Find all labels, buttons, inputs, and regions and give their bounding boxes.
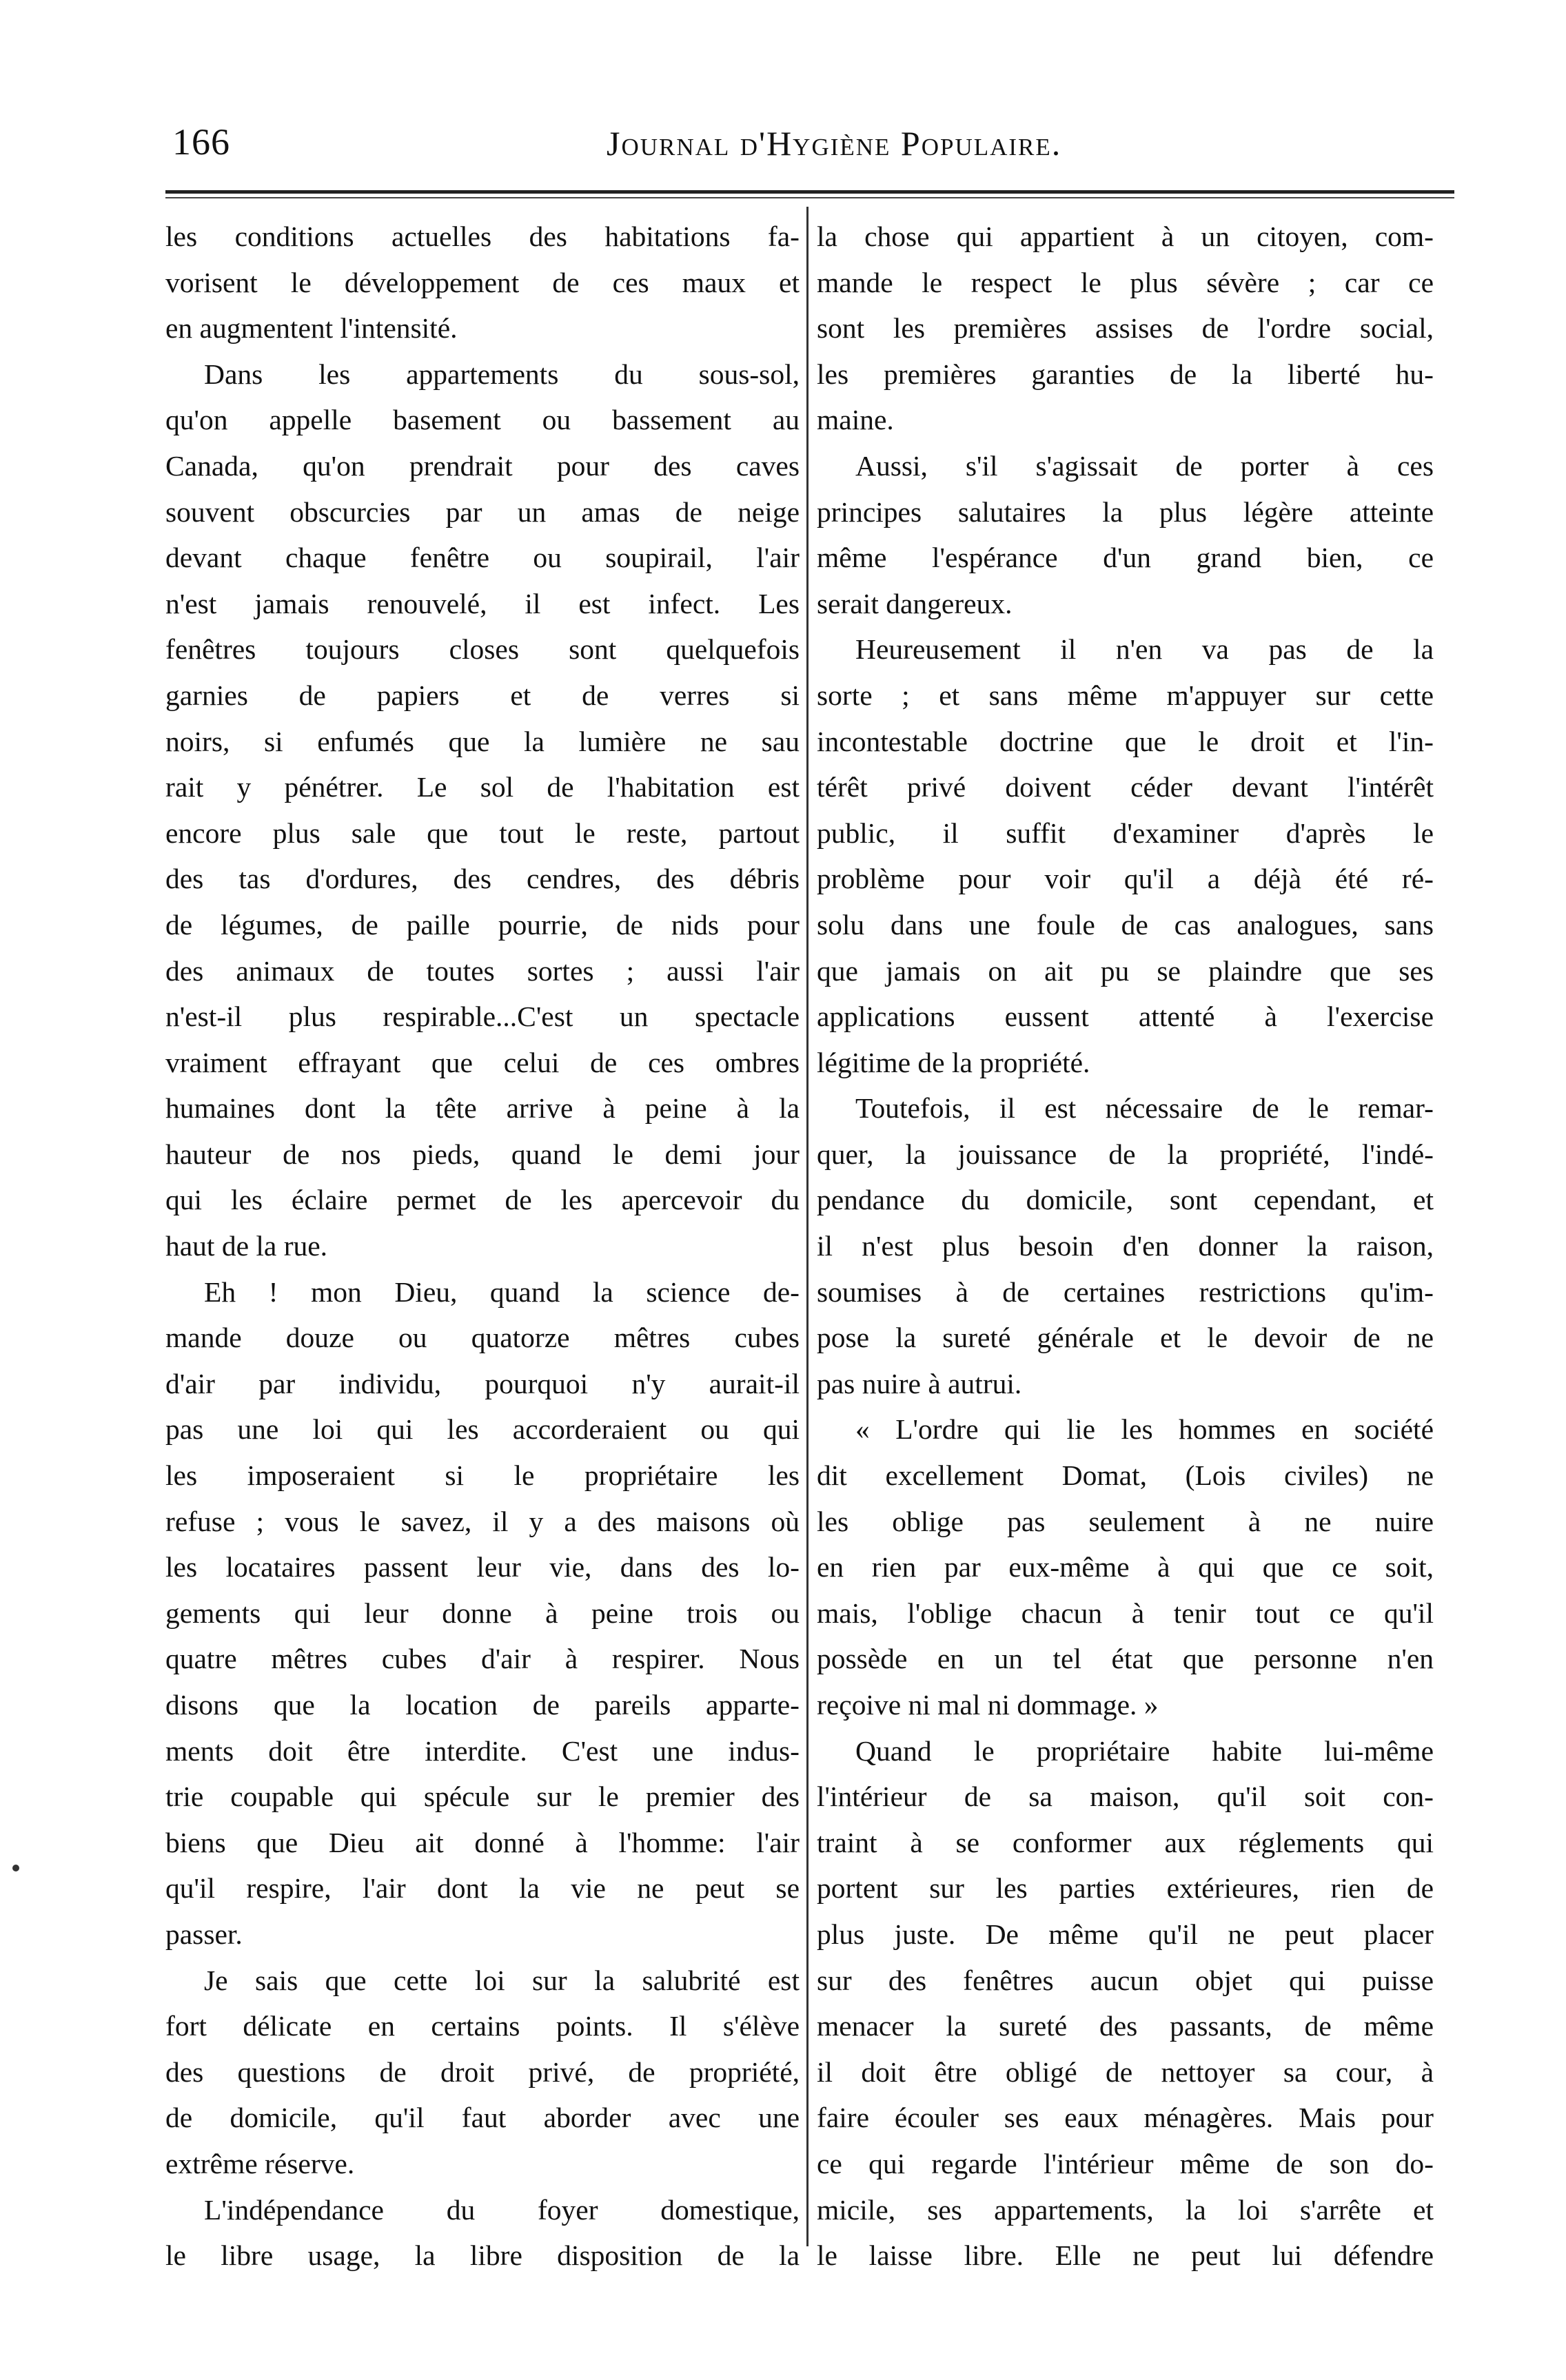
text-line: micile, ses appartements, la loi s'arrête et	[817, 2193, 1434, 2226]
text-line: portent sur les parties extérieures, rien de	[817, 1872, 1434, 1905]
text-line: maine.	[817, 404, 894, 436]
text-line: le libre usage, la libre disposition de la	[165, 2239, 800, 2272]
text-line: il doit être obligé de nettoyer sa cour, à	[817, 2055, 1434, 2088]
text-line: sur des fenêtres aucun objet qui puisse	[817, 1964, 1434, 1996]
text-line: de légumes, de paille pourrie, de nids pour	[165, 908, 800, 941]
text-line: ments doit être interdite. C'est une indus-	[165, 1734, 800, 1767]
text-line: qui les éclaire permet de les apercevoir du	[165, 1184, 800, 1216]
page-header	[138, 121, 1434, 176]
text-line: la chose qui appartient à un citoyen, com-	[817, 220, 1434, 252]
text-line: des animaux de toutes sortes ; aussi l'air	[165, 954, 800, 987]
text-line: « L'ordre qui lie les hommes en société	[855, 1413, 1434, 1446]
text-line: devant chaque fenêtre ou soupirail, l'air	[165, 542, 800, 574]
text-line: mande douze ou quatorze mêtres cubes	[165, 1322, 800, 1354]
text-line: L'indépendance du foyer domestique,	[204, 2193, 800, 2226]
running-title: Journal d'Hygiène Populaire.	[607, 124, 1062, 163]
text-line: principes salutaires la plus légère atteinte	[817, 495, 1434, 528]
text-line: passer.	[165, 1918, 243, 1950]
text-line: soumises à de certaines restrictions qu'im-	[817, 1275, 1434, 1308]
text-line: les imposeraient si le propriétaire les	[165, 1459, 800, 1492]
text-line: il n'est plus besoin d'en donner la raison,	[817, 1230, 1434, 1262]
text-line: rait y pénétrer. Le sol de l'habitation est	[165, 771, 800, 803]
text-line: Canada, qu'on prendrait pour des caves	[165, 449, 800, 482]
text-line: même l'espérance d'un grand bien, ce	[817, 542, 1434, 574]
column-divider	[806, 207, 809, 2246]
text-line: qu'on appelle basement ou bassement au	[165, 404, 800, 436]
text-line: d'air par individu, pourquoi n'y aurait-il	[165, 1367, 800, 1399]
text-line: des tas d'ordures, des cendres, des débris	[165, 863, 800, 895]
text-line: de domicile, qu'il faut aborder avec une	[165, 2102, 800, 2134]
text-line: sorte ; et sans même m'appuyer sur cette	[817, 679, 1434, 711]
text-line: hauteur de nos pieds, quand le demi jour	[165, 1138, 800, 1170]
text-line: mande le respect le plus sévère ; car ce	[817, 266, 1434, 298]
text-line: disons que la location de pareils apparte-	[165, 1689, 800, 1721]
text-line: trie coupable qui spécule sur le premier des	[165, 1781, 800, 1813]
text-line: encore plus sale que tout le reste, partout	[165, 817, 800, 849]
text-line: problème pour voir qu'il a déjà été ré-	[817, 863, 1434, 895]
right-column	[817, 214, 1434, 2279]
text-line: Eh ! mon Dieu, quand la science de-	[204, 1275, 800, 1308]
text-line: l'intérieur de sa maison, qu'il soit con-	[817, 1781, 1434, 1813]
text-line: quer, la jouissance de la propriété, l'indé-	[817, 1138, 1434, 1170]
text-line: faire écouler ses eaux ménagères. Mais pour	[817, 2102, 1434, 2134]
text-line: gements qui leur donne à peine trois ou	[165, 1597, 800, 1629]
text-line: garnies de papiers et de verres si	[165, 679, 800, 711]
text-line: Quand le propriétaire habite lui-même	[855, 1734, 1434, 1767]
text-line: en augmentent l'intensité.	[165, 312, 458, 345]
text-line: n'est-il plus respirable...C'est un spectacle	[165, 1001, 800, 1033]
text-line: les locataires passent leur vie, dans des lo-	[165, 1551, 800, 1583]
text-line: dit excellement Domat, (Lois civiles) ne	[817, 1459, 1434, 1492]
text-line: fort délicate en certains points. Il s'élève	[165, 2010, 800, 2042]
text-line: des questions de droit privé, de propriété,	[165, 2055, 800, 2088]
text-line: traint à se conformer aux réglements qui	[817, 1826, 1434, 1858]
text-line: souvent obscurcies par un amas de neige	[165, 495, 800, 528]
text-line: public, il suffit d'examiner d'après le	[817, 817, 1434, 849]
header-rule	[165, 190, 1454, 194]
text-line: reçoive ni mal ni dommage. »	[817, 1689, 1159, 1721]
margin-mark	[12, 1865, 19, 1871]
text-line: mais, l'oblige chacun à tenir tout ce qu'il	[817, 1597, 1434, 1629]
text-line: quatre mêtres cubes d'air à respirer. Nous	[165, 1643, 800, 1675]
text-line: plus juste. De même qu'il ne peut placer	[817, 1918, 1434, 1950]
header-rule-thin	[165, 197, 1454, 198]
text-line: Heureusement il n'en va pas de la	[855, 633, 1434, 666]
text-line: les conditions actuelles des habitations fa-	[165, 220, 800, 252]
text-line: pendance du domicile, sont cependant, et	[817, 1184, 1434, 1216]
left-column	[165, 214, 800, 2279]
text-line: n'est jamais renouvelé, il est infect. Les	[165, 587, 800, 619]
text-line: que jamais on ait pu se plaindre que ses	[817, 954, 1434, 987]
text-line: solu dans une foule de cas analogues, sans	[817, 908, 1434, 941]
text-line: légitime de la propriété.	[817, 1046, 1090, 1078]
text-line: Aussi, s'il s'agissait de porter à ces	[855, 449, 1434, 482]
text-line: possède en un tel état que personne n'en	[817, 1643, 1434, 1675]
page-number: 166	[172, 121, 230, 163]
text-line: extrême réserve.	[165, 2147, 355, 2179]
text-line: Toutefois, il est nécessaire de le remar-	[855, 1092, 1434, 1125]
text-line: térêt privé doivent céder devant l'intérêt	[817, 771, 1434, 803]
text-line: vorisent le développement de ces maux et	[165, 266, 800, 298]
text-line: applications eussent attenté à l'exercise	[817, 1001, 1434, 1033]
text-line: pas nuire à autrui.	[817, 1367, 1022, 1399]
text-line: les oblige pas seulement à ne nuire	[817, 1505, 1434, 1537]
text-line: biens que Dieu ait donné à l'homme: l'air	[165, 1826, 800, 1858]
text-line: les premières garanties de la liberté hu-	[817, 358, 1434, 390]
text-line: incontestable doctrine que le droit et l'in-	[817, 725, 1434, 757]
text-line: Je sais que cette loi sur la salubrité est	[204, 1964, 800, 1996]
text-line: sont les premières assises de l'ordre social,	[817, 312, 1434, 345]
text-line: Dans les appartements du sous-sol,	[204, 358, 800, 390]
text-line: vraiment effrayant que celui de ces ombres	[165, 1046, 800, 1078]
text-line: haut de la rue.	[165, 1230, 328, 1262]
text-line: serait dangereux.	[817, 587, 1013, 619]
text-line: pas une loi qui les accorderaient ou qui	[165, 1413, 800, 1446]
text-line: le laisse libre. Elle ne peut lui défendre	[817, 2239, 1434, 2272]
text-line: noirs, si enfumés que la lumière ne sau	[165, 725, 800, 757]
text-line: refuse ; vous le savez, il y a des maisons où	[165, 1505, 800, 1537]
text-line: qu'il respire, l'air dont la vie ne peut se	[165, 1872, 800, 1905]
text-line: fenêtres toujours closes sont quelquefois	[165, 633, 800, 666]
text-line: humaines dont la tête arrive à peine à la	[165, 1092, 800, 1125]
text-line: ce qui regarde l'intérieur même de son do-	[817, 2147, 1434, 2179]
text-line: en rien par eux-même à qui que ce soit,	[817, 1551, 1434, 1583]
text-line: menacer la sureté des passants, de même	[817, 2010, 1434, 2042]
text-line: pose la sureté générale et le devoir de ne	[817, 1322, 1434, 1354]
